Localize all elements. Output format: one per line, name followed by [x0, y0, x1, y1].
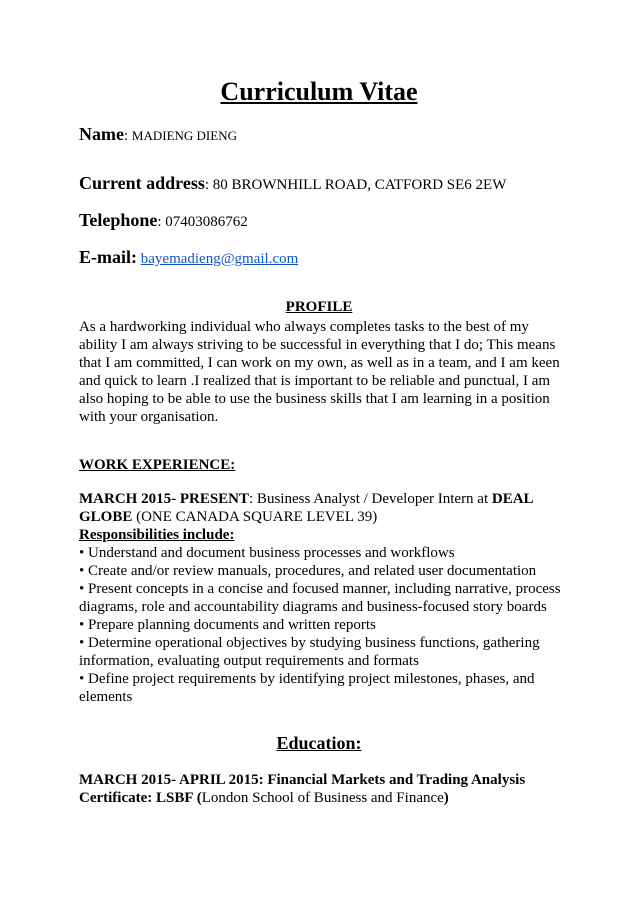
phone-value: 07403086762: [165, 214, 248, 230]
phone-row: Telephone: 07403086762: [79, 210, 248, 230]
education-entry: [79, 771, 569, 807]
responsibility-line: diagrams, role and accountability diagrams and business-focused story boards: [79, 599, 547, 615]
profile-line: As a hardworking individual who always completes tasks to the best of my: [79, 319, 529, 335]
profile-line: and quick to learn .I realized that is important to be reliable and punctual, I am: [79, 373, 551, 389]
work-role: : Business Analyst / Developer Intern at: [249, 491, 492, 507]
work-period: MARCH 2015- PRESENT: [79, 491, 250, 507]
education-heading: Education:: [276, 733, 362, 753]
work-company-part2: GLOBE: [79, 509, 133, 525]
work-entry-line-2: [79, 508, 569, 526]
responsibility-line: • Define project requirements by identifying project milestones, phases, and: [79, 671, 535, 687]
responsibility-line: elements: [79, 689, 133, 705]
address-label: Current address: [79, 173, 205, 193]
responsibility-line: • Create and/or review manuals, procedures, and related user documentation: [79, 563, 537, 579]
work-experience-heading: WORK EXPERIENCE:: [79, 457, 236, 473]
responsibility-line: • Determine operational objectives by studying business functions, gathering: [79, 635, 540, 651]
address-value: 80 BROWNHILL ROAD, CATFORD SE6 2EW: [212, 177, 507, 193]
responsibility-line: information, evaluating output requirements and formats: [79, 653, 419, 669]
profile-heading: PROFILE: [285, 299, 353, 315]
work-company-part1: DEAL: [491, 491, 534, 507]
email-label: E-mail:: [79, 247, 137, 267]
profile-line: with your organisation.: [79, 409, 219, 425]
profile-line: ability I am always striving to be successful in everything that I do; This means: [79, 337, 556, 353]
education-line-1: MARCH 2015- APRIL 2015: Financial Markets and Trading Analysis: [79, 772, 526, 788]
work-heading-block: [79, 456, 569, 474]
email-row: [79, 247, 298, 268]
responsibilities-heading: Responsibilities include:: [79, 527, 235, 543]
education-line-2: [79, 789, 569, 807]
responsibility-line: • Present concepts in a concise and focused manner, including narrative, process: [79, 581, 561, 597]
work-entry: [79, 490, 569, 706]
education-close-paren: ): [443, 790, 449, 806]
address-row: Current address: 80 BROWNHILL ROAD, CATFORD SE6 2EW: [79, 173, 507, 193]
phone-label: Telephone: [79, 210, 158, 230]
education-certificate: Certificate: LSBF (: [79, 790, 202, 806]
responsibility-line: • Understand and document business processes and workflows: [79, 545, 455, 561]
name-value: MADIENG DIENG: [131, 128, 237, 143]
work-entry-line-1: [79, 490, 569, 508]
profile-paragraph: [79, 318, 569, 426]
work-company-location: (ONE CANADA SQUARE LEVEL 39): [132, 509, 378, 525]
email-link[interactable]: bayemadieng@gmail.com: [140, 251, 299, 267]
name-row: Name: MADIENG DIENG: [79, 124, 237, 144]
document-title: Curriculum Vitae: [220, 77, 418, 106]
education-school: London School of Business and Finance: [201, 790, 444, 806]
profile-line: that I am committed, I can work on my own, as well as in a team, and I am keen: [79, 355, 560, 371]
responsibility-line: • Prepare planning documents and written reports: [79, 617, 376, 633]
profile-line: also hoping to be able to use the business skills that I am learning in a position: [79, 391, 550, 407]
name-label: Name: [79, 124, 124, 144]
